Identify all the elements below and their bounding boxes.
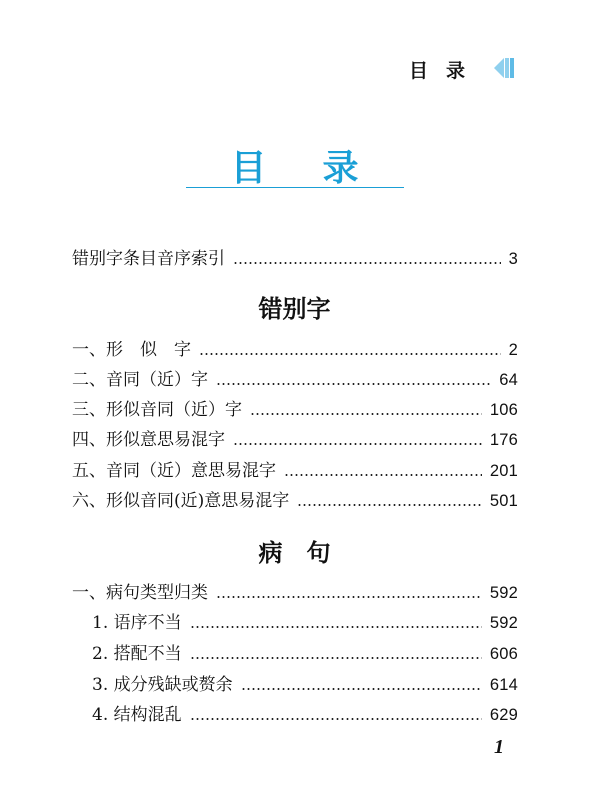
toc-entry-label: 四、形似意思易混字 bbox=[72, 430, 225, 450]
toc-subentry[interactable] bbox=[92, 703, 518, 727]
toc-entry-label: 一、形 似 字 bbox=[72, 340, 191, 360]
toc-entry-label: 六、形似音同(近)意思易混字 bbox=[72, 491, 290, 511]
toc-entry-label: 3. 成分残缺或赘余 bbox=[92, 675, 233, 695]
dot-leader bbox=[241, 688, 482, 690]
toc-entry-label: 三、形似音同（近）字 bbox=[72, 400, 242, 420]
toc-entry-page: 614 bbox=[489, 676, 518, 694]
running-head-text: 目录 bbox=[408, 60, 483, 82]
toc-entry[interactable] bbox=[72, 581, 518, 605]
toc-entry[interactable] bbox=[72, 459, 518, 483]
toc-entry-label: 1. 语序不当 bbox=[92, 613, 182, 633]
toc-entry[interactable] bbox=[72, 338, 518, 362]
toc-entry-page: 629 bbox=[489, 706, 518, 724]
dot-leader bbox=[190, 718, 482, 720]
dot-leader bbox=[199, 353, 501, 355]
toc-entry-label: 错别字条目音序索引 bbox=[72, 249, 225, 269]
toc-entry-label: 4. 结构混乱 bbox=[92, 705, 182, 725]
dot-leader bbox=[190, 626, 482, 628]
chevron-left-icon bbox=[494, 56, 514, 80]
dot-leader bbox=[233, 262, 501, 264]
toc-entry-page: 3 bbox=[508, 250, 518, 268]
toc-entry-index[interactable] bbox=[72, 247, 518, 271]
toc-subentry[interactable] bbox=[92, 611, 518, 635]
dot-leader bbox=[284, 474, 482, 476]
toc-entry-label: 2. 搭配不当 bbox=[92, 644, 182, 664]
section-heading-bingju: 病 句 bbox=[258, 538, 331, 567]
toc-entry-page: 592 bbox=[489, 614, 518, 632]
page-title: 目录 bbox=[230, 147, 415, 189]
toc-entry-page: 64 bbox=[499, 371, 518, 389]
section-heading-cuobiezi: 错别字 bbox=[258, 294, 331, 323]
toc-entry[interactable] bbox=[72, 398, 518, 422]
dot-leader bbox=[190, 657, 482, 659]
dot-leader bbox=[233, 443, 482, 445]
toc-entry-page: 2 bbox=[508, 341, 518, 359]
title-underline bbox=[186, 187, 404, 188]
dot-leader bbox=[216, 383, 491, 385]
toc-entry-label: 一、病句类型归类 bbox=[72, 583, 208, 603]
toc-entry-label: 五、音同（近）意思易混字 bbox=[72, 461, 276, 481]
dot-leader bbox=[250, 413, 482, 415]
toc-entry-page: 501 bbox=[489, 492, 518, 510]
toc-subentry[interactable] bbox=[92, 673, 518, 697]
toc-entry-page: 176 bbox=[489, 431, 518, 449]
toc-entry-label: 二、音同（近）字 bbox=[72, 370, 208, 390]
running-head bbox=[0, 56, 589, 82]
toc-entry-page: 201 bbox=[489, 462, 518, 480]
toc-entry-page: 106 bbox=[489, 401, 518, 419]
dot-leader bbox=[297, 504, 482, 506]
toc-subentry[interactable] bbox=[92, 642, 518, 666]
toc-entry[interactable] bbox=[72, 368, 518, 392]
toc-entry[interactable] bbox=[72, 428, 518, 452]
dot-leader bbox=[216, 596, 482, 598]
toc-entry[interactable] bbox=[72, 489, 518, 513]
page-number: 1 bbox=[494, 736, 504, 758]
toc-entry-page: 606 bbox=[489, 645, 518, 663]
toc-entry-page: 592 bbox=[489, 584, 518, 602]
